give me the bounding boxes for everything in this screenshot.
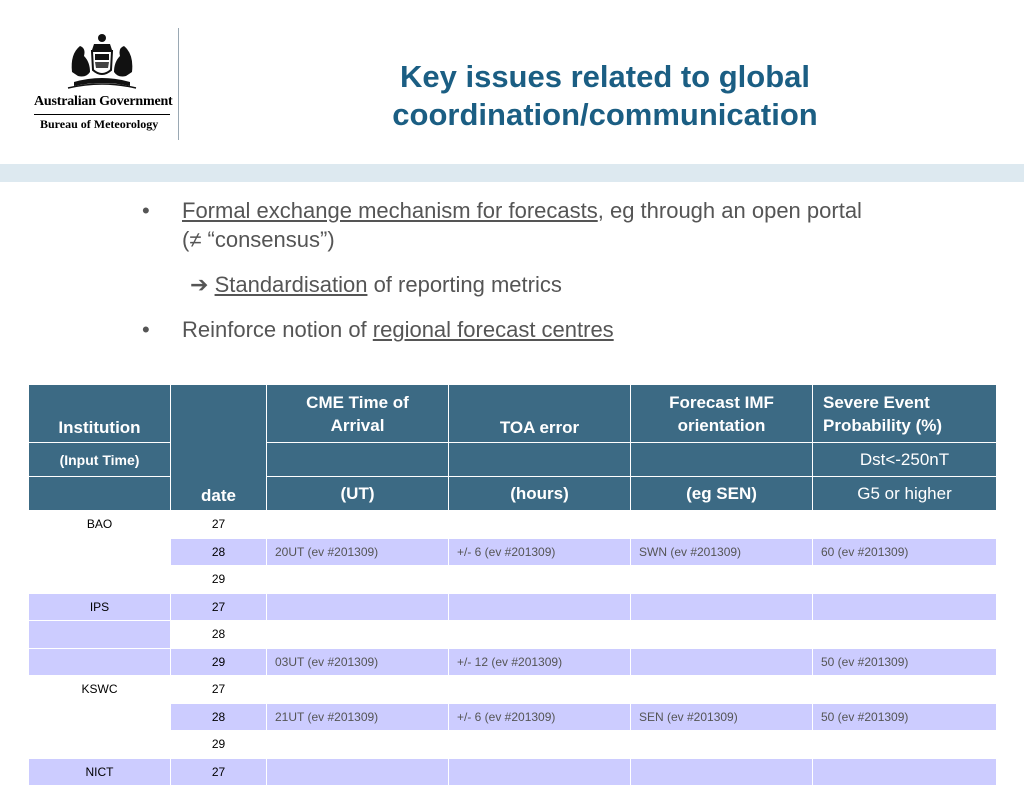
table-row [29,593,997,621]
bullet-list [140,196,1000,344]
severe-cell [813,731,997,759]
institution-cell [29,648,171,676]
institution-cell [29,731,171,759]
cme-cell [267,566,449,594]
date-cell: 29 [171,648,267,676]
bullet-item-exchange [140,196,1000,254]
institution-cell: IPS [29,593,171,621]
toa-cell [449,566,631,594]
toa-cell: +/- 6 (ev #201309) [449,703,631,731]
toa-cell [449,676,631,704]
cme-cell [267,758,449,786]
severe-cell [813,621,997,649]
table-row [29,566,997,594]
table-row [29,621,997,649]
consensus-text: (≠ “consensus”) [182,227,335,252]
table-row [29,648,997,676]
date-header: date [171,385,267,511]
institution-header: Institution [29,385,171,443]
cme-cell: 20UT (ev #201309) [267,538,449,566]
header-band [0,164,1024,182]
cme-cell: 03UT (ev #201309) [267,648,449,676]
institution-cell [29,621,171,649]
table-row [29,758,997,786]
exchange-rest-text: , eg through an open portal [597,198,862,223]
coat-of-arms-icon [64,32,140,90]
severe-event-header: Severe Event Probability (%) [813,385,997,443]
input-time-header: (Input Time) [29,443,171,477]
severe-cell [813,511,997,539]
toa-cell: +/- 12 (ev #201309) [449,648,631,676]
toa-cell [449,621,631,649]
imf-cell [631,621,813,649]
standardisation-link: Standardisation [214,272,368,297]
toa-cell: +/- 6 (ev #201309) [449,538,631,566]
cme-cell [267,731,449,759]
institution-cell [29,703,171,731]
regional-centres-link: regional forecast centres [372,317,614,342]
date-cell: 27 [171,511,267,539]
standardisation-rest-text: of reporting metrics [367,272,562,297]
toa-header: TOA error [449,385,631,443]
dst-threshold: Dst<-250nT [813,443,997,477]
severe-cell [813,676,997,704]
severe-cell: 50 (ev #201309) [813,703,997,731]
toa-cell [449,593,631,621]
date-cell: 29 [171,566,267,594]
imf-cell [631,593,813,621]
institution-cell: BAO [29,511,171,539]
toa-cell [449,731,631,759]
institution-cell: NICT [29,758,171,786]
slide-title [300,58,910,134]
severe-cell [813,758,997,786]
title-line-1: Key issues related to global [399,59,811,94]
table-row [29,538,997,566]
bullet-marker: • [142,198,150,223]
sub-item-standardisation [140,270,1000,299]
imf-cell: SEN (ev #201309) [631,703,813,731]
cme-cell [267,676,449,704]
date-cell: 27 [171,676,267,704]
bullet-marker: • [142,317,150,342]
imf-cell [631,511,813,539]
table-row [29,676,997,704]
regional-text: Reinforce notion of [182,317,373,342]
table-row [29,731,997,759]
institution-header-blank [29,477,171,511]
imf-cell [631,566,813,594]
toa-cell [449,511,631,539]
table-row [29,511,997,539]
institution-cell [29,538,171,566]
severe-cell: 50 (ev #201309) [813,648,997,676]
cme-unit: (UT) [267,477,449,511]
arrow-icon: ➔ [190,272,209,297]
cme-header-blank [267,443,449,477]
institution-cell: KSWC [29,676,171,704]
imf-cell [631,676,813,704]
bullet-item-regional [140,315,1000,344]
cme-cell [267,593,449,621]
government-name: Australian Government [34,94,173,109]
imf-cell [631,758,813,786]
date-cell: 28 [171,703,267,731]
logo-divider [178,28,179,140]
toa-cell [449,758,631,786]
imf-cell [631,648,813,676]
toa-header-blank [449,443,631,477]
date-cell: 28 [171,621,267,649]
g5-threshold: G5 or higher [813,477,997,511]
imf-header: Forecast IMF orientation [631,385,813,443]
table-row [29,703,997,731]
table-body [29,511,997,786]
date-cell: 27 [171,758,267,786]
logo-rule [34,114,170,115]
bom-logo [28,30,178,140]
title-line-2: coordination/communication [392,97,818,132]
bureau-name: Bureau of Meteorology [40,117,159,131]
exchange-mechanism-link: Formal exchange mechanism for forecasts [182,198,598,223]
imf-cell: SWN (ev #201309) [631,538,813,566]
severe-cell [813,566,997,594]
cme-header: CME Time of Arrival [267,385,449,443]
cme-cell [267,621,449,649]
toa-unit: (hours) [449,477,631,511]
cme-cell: 21UT (ev #201309) [267,703,449,731]
cme-cell [267,511,449,539]
institution-cell [29,566,171,594]
imf-unit: (eg SEN) [631,477,813,511]
date-cell: 28 [171,538,267,566]
severe-cell: 60 (ev #201309) [813,538,997,566]
date-cell: 29 [171,731,267,759]
date-cell: 27 [171,593,267,621]
imf-header-blank [631,443,813,477]
forecast-table [28,384,997,786]
imf-cell [631,731,813,759]
severe-cell [813,593,997,621]
